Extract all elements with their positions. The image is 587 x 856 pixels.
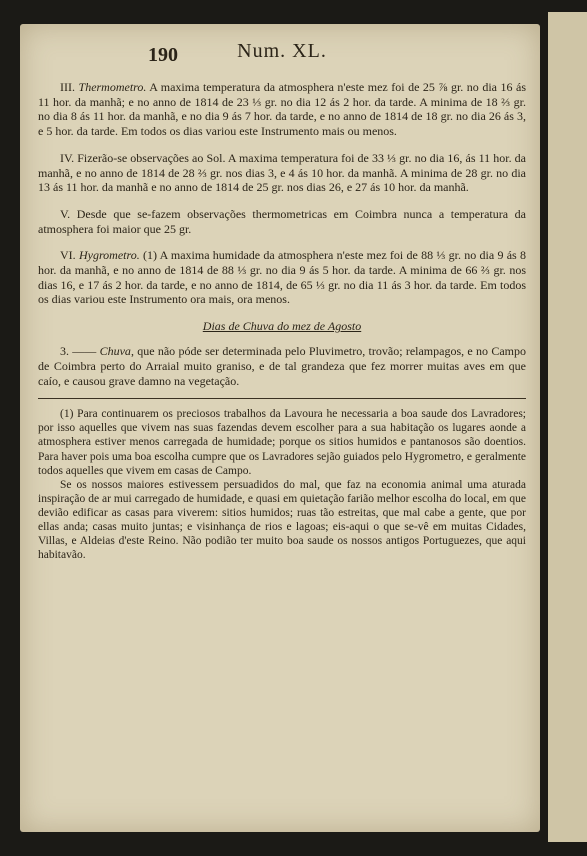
- paragraph-text: Desde que se-fazem observações thermometricas em Coimbra nunca a temperatura da atmosphera foi maior que 25 gr.: [38, 206, 526, 236]
- paragraph-number: VI.: [60, 248, 76, 263]
- paragraph-v: [38, 207, 526, 236]
- footnote-rule: [38, 398, 526, 399]
- rain-entry-lead: Chuva: [99, 344, 131, 359]
- paragraph-lead: Thermometro.: [78, 80, 147, 94]
- paragraph-iii: [38, 80, 526, 139]
- rain-entry-text: , que não póde ser determinada pelo Pluvimetro, trovão; relampagos, e no Campo de Coimbra perto do Arraial muito graniso, e de tal grandeza que fez morrer muitas aves em que caío, e causou grave damno na vegetação.: [38, 344, 527, 388]
- section-title: Dias de Chuva do mez de Agosto: [202, 319, 362, 334]
- paragraph-lead: Hygrometro.: [78, 248, 140, 263]
- rain-entry: 3. —— Chuva, que não póde ser determinada pelo Pluvimetro, trovão; relampagos, e no Campo de Coimbra perto do Arraial muito graniso, e de tal grandeza que fez morrer muitas aves em que caío, e causou grave damno na vegetação.: [38, 344, 527, 388]
- page-number: 190: [148, 44, 178, 66]
- page-content: [38, 40, 527, 562]
- paragraph-number: V.: [60, 206, 71, 221]
- paragraph-text: A maxima temperatura da atmosphera n'este mez foi de 25 ⅞ gr. no dia 16 ás 11 hor. da manhã; e no anno de 1814 de 23 ⅓ gr. no dia 12 ás 2 hor. da tarde. A minima de 18 ⅔ gr. no dia 8 ás 11 hor. da manhã, e no dia 9 ás 7 hor. da tarde, e no anno de 1814 de 18 gr. no dia 26 ás 3, e 5 hor. da tarde. Em todos os dias variou este Instrumento mais ou menos.: [38, 80, 526, 139]
- paragraph-text: (1) A maxima humidade da atmosphera n'este mez foi de 88 ⅓ gr. no dia 9 ás 8 hor. da manhã, e no anno de 1814 de 88 ⅓ gr. no dia 9 ás 5 hor. da tarde. A minima de 66 ⅔ gr. nos dias 16, e 17 ás 2 hor. da tarde, e no anno de 1814, de 65 ⅓ gr. no dia 11 ás 3 hor. da tarde. Em todos os dias variou este Instrumento ora mais, ora menos.: [38, 248, 527, 307]
- footnote-paragraph: Se os nossos maiores estivessem persuadidos do mal, que faz na economia animal uma aturada inspiração de ar mui carregado de humidade, e quasi em quietação farião melhor escolha do local, em que devião edificar as casas para viverem: sitios humidos; ruas tão estreitas, que mal cabe a gente, que por ellas anda; casas muito juntas; e visinhança de rios e lagoas; eis-aqui o que se-vê em muitas Cidades, Villas, e Aldeias d'este Reino. Não podião ter muito boa saude os nossos antigos Portuguezes, que aqui habitavão.: [38, 478, 526, 562]
- paragraph-iv: [38, 151, 526, 195]
- paragraph-number: IV.: [60, 150, 75, 165]
- page-header: [38, 40, 526, 70]
- paragraph-vi: [38, 248, 526, 307]
- running-title: Num. XL.: [237, 40, 327, 62]
- footnote-paragraph: (1) Para continuarem os preciosos trabalhos da Lavoura he necessaria a boa saude dos Lavradores; por isso aquelles que vivem nas suas fazendas devem escolher para a sua habitação os lugares aonde a atmosphera estiver menos carregada de humidade; porque os sitios humidos e pantanosos são doentios. Para haver pois uma boa escolha cumpre que os Lavradores sejão guiados pelo Hygrometro, e geralmente todos aquelles que vivem em casas de Campo.: [38, 408, 526, 477]
- book-page: [20, 24, 540, 832]
- paragraph-number: III.: [60, 80, 75, 94]
- footnote: [38, 407, 526, 562]
- rain-entry-day: 3.: [60, 344, 69, 359]
- paragraph-text: Fizerão-se observações ao Sol. A maxima temperatura foi de 33 ⅓ gr. no dia 16, ás 11 hor. da manhã, e no anno de 1814 de 28 ⅔ gr. nos dias 3, e 4 ás 10 hor. da manhã. A minima de 28 gr. no dia 13 ás 11 hor. da manhã e no anno de 1814 de 25 gr. nos dias 26, e 27 ás 10 hor. da manhã.: [38, 150, 526, 195]
- next-page-edge: [548, 12, 587, 842]
